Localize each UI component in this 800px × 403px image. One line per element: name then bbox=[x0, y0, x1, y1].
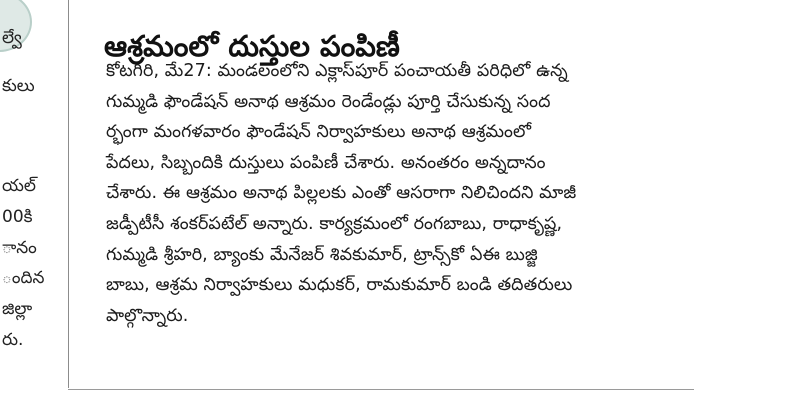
adjacent-article-fragment bbox=[0, 0, 66, 403]
article-line: జడ్పీటీసీ శంకర్‌పటేల్ అన్నారు. కార్యక్రమంలో రంగబాబు, రాధాకృష్ణ, bbox=[106, 213, 563, 234]
column-divider bbox=[68, 0, 69, 388]
article-headline: ఆశ్రమంలో దుస్తుల పంపిణీ bbox=[104, 29, 400, 64]
adjacent-text-line: 00కి bbox=[2, 207, 33, 227]
article-line: చేశారు. ఈ ఆశ్రమం అనాథ పిల్లలకు ఎంతో ఆసరాగా నిలిచిందని మాజీ bbox=[106, 183, 577, 204]
adjacent-text-line: జిల్లా bbox=[2, 299, 33, 319]
adjacent-text-line: ానం bbox=[2, 238, 37, 258]
article-line: పాల్గొన్నారు. bbox=[106, 305, 189, 326]
article-line: గుమ్మడి శ్రీహరి, బ్యాంకు మేనేజర్ శివకుమార్, ట్రాన్స్‌కో ఏఈ బుజ్జి bbox=[106, 244, 538, 265]
article-line: కోటగిరి, మే27: మండలంలోని ఎక్లాస్‌పూర్ పంచాయతీ పరిధిలో ఉన్న bbox=[106, 61, 568, 81]
article-line: పేదలు, సిబ్బందికి దుస్తులు పంపిణీ చేశారు. అనంతరం అన్నదానం bbox=[106, 152, 546, 173]
article-line: ర్భంగా మంగళవారం ఫౌండేషన్ నిర్వాహకులు అనాథ ఆశ్రమంలో bbox=[106, 122, 532, 143]
article-line: గుమ్మడి ఫౌండేషన్ అనాథ ఆశ్రమం రెండేండ్లు పూర్తి చేసుకున్న సంద bbox=[106, 91, 551, 112]
article-line: బాబు, ఆశ్రమ నిర్వాహకులు మధుకర్, రామకుమార్ బండి తదితరులు bbox=[106, 275, 573, 296]
bottom-rule bbox=[68, 389, 694, 390]
adjacent-text-line: ందిన bbox=[2, 268, 45, 288]
adjacent-text-line: రు. bbox=[2, 330, 24, 350]
adjacent-text-line: యల్ bbox=[2, 176, 36, 196]
adjacent-text-line: ల్వే bbox=[2, 28, 22, 48]
article-body bbox=[106, 56, 726, 331]
adjacent-text-line: కులు bbox=[2, 76, 35, 96]
